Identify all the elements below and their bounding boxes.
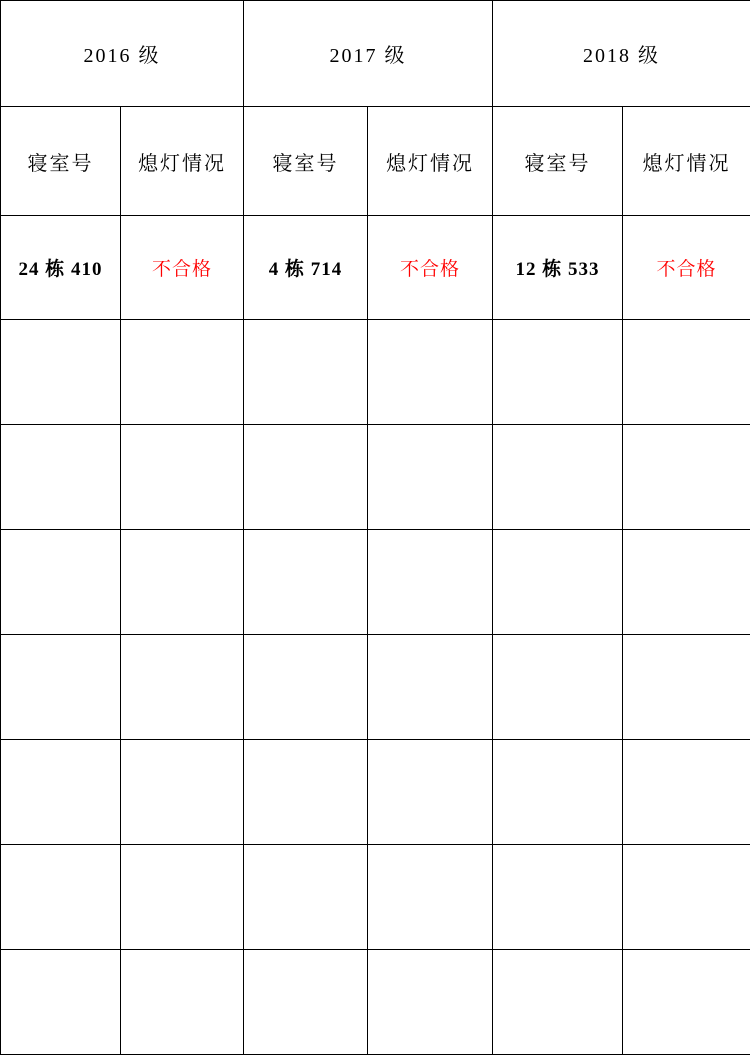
cell-status-2017 — [368, 530, 493, 635]
status-badge-2018: 不合格 — [623, 216, 750, 320]
cell-room-2017 — [244, 845, 368, 950]
table-row-column-headers — [1, 107, 750, 216]
status-badge-2017: 不合格 — [368, 216, 493, 320]
column-header-status-2017: 熄灯情况 — [368, 107, 493, 216]
column-header-status-2018: 熄灯情况 — [623, 107, 750, 216]
grade-header-2016: 2016 级 — [1, 1, 244, 107]
cell-room-2018: 12 栋 533 — [493, 216, 623, 320]
cell-status-2017 — [368, 740, 493, 845]
table-row — [1, 425, 750, 530]
cell-status-2017 — [368, 950, 493, 1055]
grade-header-2017: 2017 级 — [244, 1, 493, 107]
cell-room-2016 — [1, 530, 121, 635]
cell-status-2018 — [623, 950, 750, 1055]
cell-room-2016 — [1, 635, 121, 740]
column-header-room-2016: 寝室号 — [1, 107, 121, 216]
cell-status-2016 — [121, 950, 244, 1055]
cell-room-2016 — [1, 845, 121, 950]
cell-room-2018 — [493, 425, 623, 530]
cell-status-2018 — [623, 635, 750, 740]
table-row — [1, 320, 750, 425]
status-badge-2016: 不合格 — [121, 216, 244, 320]
cell-room-2018 — [493, 845, 623, 950]
cell-status-2016 — [121, 635, 244, 740]
cell-status-2016 — [121, 530, 244, 635]
cell-room-2016 — [1, 740, 121, 845]
cell-room-2017 — [244, 530, 368, 635]
cell-room-2018 — [493, 530, 623, 635]
cell-status-2016 — [121, 845, 244, 950]
table-row-grade-headers — [1, 1, 750, 107]
cell-room-2018 — [493, 950, 623, 1055]
table-row — [1, 530, 750, 635]
cell-status-2017 — [368, 635, 493, 740]
cell-status-2018 — [623, 320, 750, 425]
cell-room-2016 — [1, 320, 121, 425]
table-row — [1, 845, 750, 950]
column-header-room-2018: 寝室号 — [493, 107, 623, 216]
cell-room-2018 — [493, 320, 623, 425]
cell-room-2016 — [1, 950, 121, 1055]
cell-status-2016 — [121, 425, 244, 530]
cell-status-2016 — [121, 740, 244, 845]
column-header-room-2017: 寝室号 — [244, 107, 368, 216]
cell-room-2017: 4 栋 714 — [244, 216, 368, 320]
table-row — [1, 950, 750, 1055]
table-row — [1, 216, 750, 320]
cell-room-2017 — [244, 425, 368, 530]
cell-room-2017 — [244, 950, 368, 1055]
cell-status-2017 — [368, 320, 493, 425]
cell-room-2016 — [1, 425, 121, 530]
table-row — [1, 635, 750, 740]
cell-status-2016 — [121, 320, 244, 425]
table-row — [1, 740, 750, 845]
cell-room-2017 — [244, 740, 368, 845]
cell-room-2018 — [493, 740, 623, 845]
cell-status-2017 — [368, 425, 493, 530]
column-header-status-2016: 熄灯情况 — [121, 107, 244, 216]
grade-header-2018: 2018 级 — [493, 1, 750, 107]
cell-room-2016: 24 栋 410 — [1, 216, 121, 320]
cell-status-2017 — [368, 845, 493, 950]
cell-status-2018 — [623, 425, 750, 530]
cell-status-2018 — [623, 740, 750, 845]
cell-room-2017 — [244, 635, 368, 740]
cell-status-2018 — [623, 845, 750, 950]
cell-status-2018 — [623, 530, 750, 635]
cell-room-2017 — [244, 320, 368, 425]
cell-room-2018 — [493, 635, 623, 740]
